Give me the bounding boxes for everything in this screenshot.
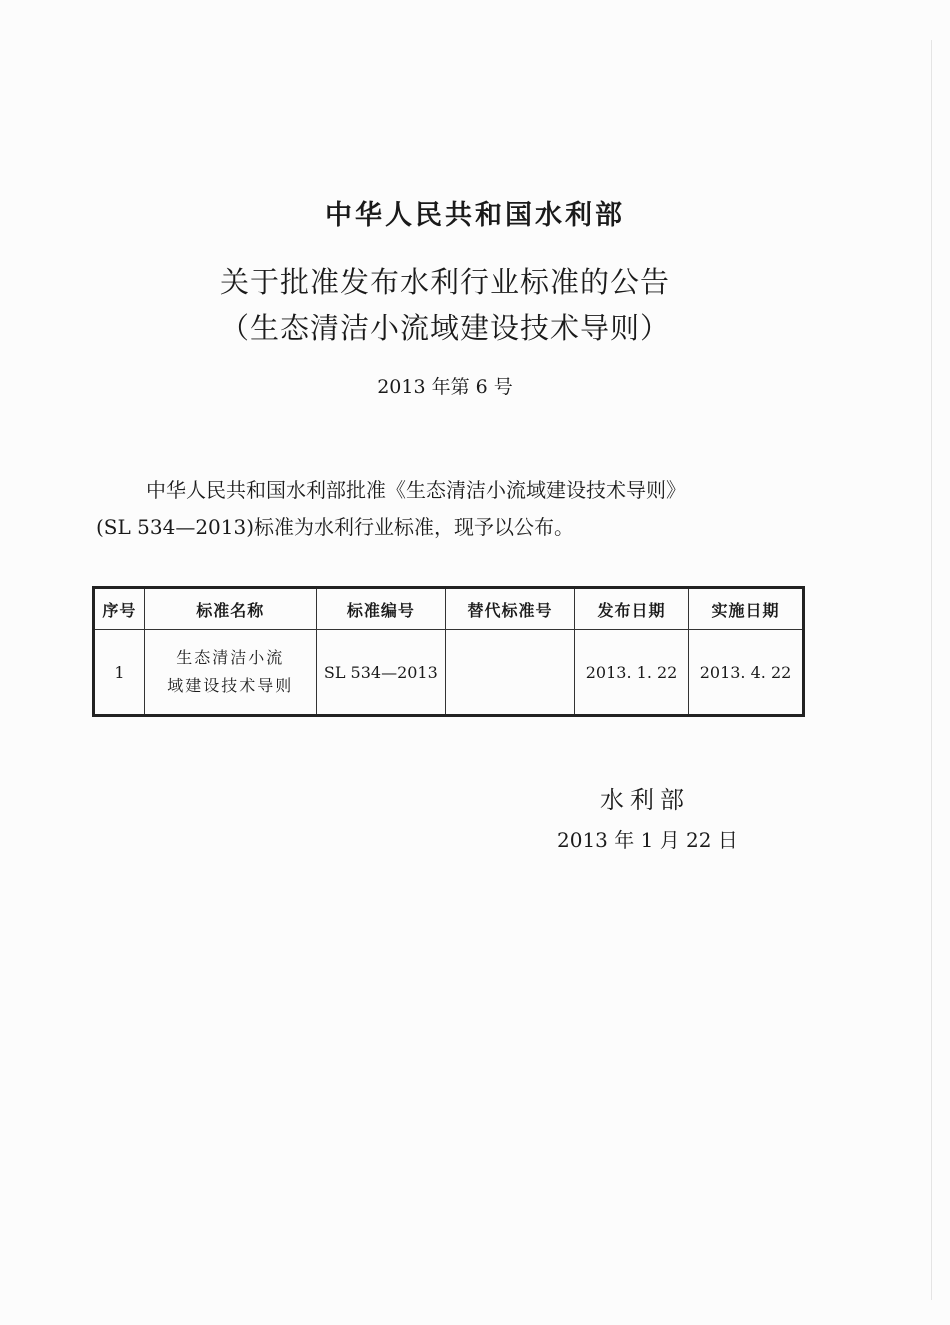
body-line-2: (SL 534—2013)标准为水利行业标准，现予以公布。 xyxy=(96,515,575,539)
signer: 水利部 xyxy=(600,786,690,814)
notice-body xyxy=(96,472,816,546)
cell-publish-date: 2013. 1. 22 xyxy=(575,630,689,716)
notice-title-line1: 关于批准发布水利行业标准的公告 xyxy=(219,265,670,299)
issuer-heading: 中华人民共和国水利部 xyxy=(325,200,625,231)
header-code: 标准编号 xyxy=(316,588,445,630)
header-name: 标准名称 xyxy=(144,588,316,630)
header-publish-date: 发布日期 xyxy=(575,588,689,630)
issue-number: 2013 年第 6 号 xyxy=(377,376,513,398)
cell-name-line1: 生态清洁小流 xyxy=(176,648,285,667)
table-header-row xyxy=(94,588,804,630)
signature-date: 2013 年 1 月 22 日 xyxy=(557,828,738,852)
standards-table xyxy=(92,586,805,717)
cell-name-line2: 域建设技术导则 xyxy=(167,676,294,695)
table-row xyxy=(94,630,804,716)
header-no: 序号 xyxy=(94,588,145,630)
header-effective-date: 实施日期 xyxy=(689,588,804,630)
header-replaced: 替代标准号 xyxy=(445,588,574,630)
cell-no: 1 xyxy=(94,630,145,716)
notice-title-line2: （生态清洁小流域建设技术导则） xyxy=(219,311,670,345)
cell-code: SL 534—2013 xyxy=(316,630,445,716)
cell-effective-date: 2013. 4. 22 xyxy=(689,630,804,716)
cell-replaced xyxy=(445,630,574,716)
cell-name xyxy=(144,630,316,716)
body-line-1: 中华人民共和国水利部批准《生态清洁小流域建设技术导则》 xyxy=(146,478,686,502)
